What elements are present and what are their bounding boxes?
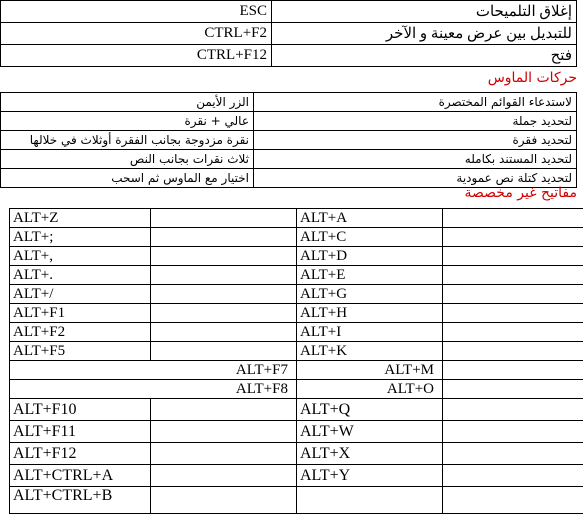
mouse-purpose: لتحديد جملة <box>254 112 577 131</box>
right-key <box>297 487 443 514</box>
shortcut-desc: فتح <box>272 45 577 67</box>
table-row <box>10 465 583 487</box>
right-key-text: ALT+O <box>386 380 434 397</box>
empty-cell <box>443 361 583 380</box>
left-key: ALT+F5 <box>10 342 151 361</box>
left-key-text: ALT+F8 <box>235 380 288 397</box>
right-key: ALT+G <box>297 285 443 304</box>
right-key: ALT+Q <box>297 399 443 421</box>
right-key: ALT+Y <box>297 465 443 487</box>
mouse-action: الزر الأيمن <box>1 93 254 112</box>
empty-cell <box>151 342 297 361</box>
right-key: ALT+W <box>297 421 443 443</box>
right-key: ALT+X <box>297 443 443 465</box>
right-key: ALT+H <box>297 304 443 323</box>
empty-cell <box>151 266 297 285</box>
left-key <box>10 361 297 380</box>
shortcut-desc: للتبديل بين عرض معينة و الآخر <box>272 23 577 45</box>
right-key <box>297 361 443 380</box>
table-row <box>10 266 583 285</box>
empty-cell <box>443 380 583 399</box>
mouse-purpose: لاستدعاء القوائم المختصرة <box>254 93 577 112</box>
table-row <box>10 285 583 304</box>
empty-cell <box>151 323 297 342</box>
empty-cell <box>443 399 583 421</box>
table-row <box>10 443 583 465</box>
right-key <box>297 380 443 399</box>
table-row <box>10 399 583 421</box>
table-row <box>1 93 577 112</box>
empty-cell <box>443 443 583 465</box>
table-row <box>1 1 577 23</box>
table-row <box>10 228 583 247</box>
mouse-purpose: لتحديد كتلة نص عمودية <box>254 169 577 188</box>
empty-cell <box>443 209 583 228</box>
right-key: ALT+A <box>297 209 443 228</box>
shortcuts-table <box>0 0 577 67</box>
left-key: ALT+CTRL+A <box>10 465 151 487</box>
right-key: ALT+C <box>297 228 443 247</box>
empty-cell <box>151 209 297 228</box>
empty-cell <box>443 487 583 514</box>
empty-cell <box>151 228 297 247</box>
mouse-section-title: حركات الماوس <box>487 70 577 86</box>
shortcut-desc: إغلاق التلميحات <box>272 1 577 23</box>
table-row <box>10 421 583 443</box>
right-key: ALT+K <box>297 342 443 361</box>
left-key: ALT+Z <box>10 209 151 228</box>
unassigned-section-title: مفاتيح غير مخصصة <box>464 185 577 201</box>
empty-cell <box>443 304 583 323</box>
empty-cell <box>151 399 297 421</box>
left-key: ALT+CTRL+B <box>10 487 151 514</box>
table-row <box>1 150 577 169</box>
unassigned-keys-table <box>9 208 583 514</box>
table-row <box>1 131 577 150</box>
table-row <box>10 323 583 342</box>
mouse-purpose: لتحديد فقرة <box>254 131 577 150</box>
left-key: ALT+; <box>10 228 151 247</box>
table-row <box>10 342 583 361</box>
left-key: ALT+/ <box>10 285 151 304</box>
empty-cell <box>151 421 297 443</box>
table-row <box>10 361 583 380</box>
mouse-purpose: لتحديد المستند بكامله <box>254 150 577 169</box>
table-row <box>10 209 583 228</box>
left-key: ALT+F2 <box>10 323 151 342</box>
empty-cell <box>443 247 583 266</box>
mouse-action: نقرة مزدوجة بجانب الفقرة أوثلاث في خلالها <box>1 131 254 150</box>
left-key: ALT+F12 <box>10 443 151 465</box>
empty-cell <box>443 228 583 247</box>
empty-cell <box>443 421 583 443</box>
table-row <box>10 487 583 514</box>
empty-cell <box>151 443 297 465</box>
shortcut-key: CTRL+F12 <box>1 45 272 67</box>
mouse-action: اختيار مع الماوس ثم اسحب <box>1 169 254 188</box>
empty-cell <box>443 266 583 285</box>
shortcut-key: CTRL+F2 <box>1 23 272 45</box>
left-key: ALT+F10 <box>10 399 151 421</box>
left-key: ALT+F1 <box>10 304 151 323</box>
empty-cell <box>443 285 583 304</box>
empty-cell <box>151 247 297 266</box>
shortcut-key: ESC <box>1 1 272 23</box>
left-key <box>10 380 297 399</box>
table-row <box>10 247 583 266</box>
empty-cell <box>151 285 297 304</box>
table-row <box>10 380 583 399</box>
empty-cell <box>443 323 583 342</box>
mouse-action: ثلاث نقرات بجانب النص <box>1 150 254 169</box>
empty-cell <box>151 465 297 487</box>
left-key: ALT+. <box>10 266 151 285</box>
right-key: ALT+D <box>297 247 443 266</box>
table-row <box>1 45 577 67</box>
right-key-text: ALT+M <box>384 361 434 378</box>
table-row <box>1 112 577 131</box>
mouse-action: عالي + نقرة <box>1 112 254 131</box>
left-key: ALT+F11 <box>10 421 151 443</box>
left-key-text: ALT+F7 <box>235 361 288 378</box>
empty-cell <box>443 465 583 487</box>
empty-cell <box>151 487 297 514</box>
right-key: ALT+E <box>297 266 443 285</box>
table-row <box>1 23 577 45</box>
left-key: ALT+, <box>10 247 151 266</box>
mouse-table <box>0 92 577 188</box>
empty-cell <box>443 342 583 361</box>
table-row <box>10 304 583 323</box>
right-key: ALT+I <box>297 323 443 342</box>
empty-cell <box>151 304 297 323</box>
